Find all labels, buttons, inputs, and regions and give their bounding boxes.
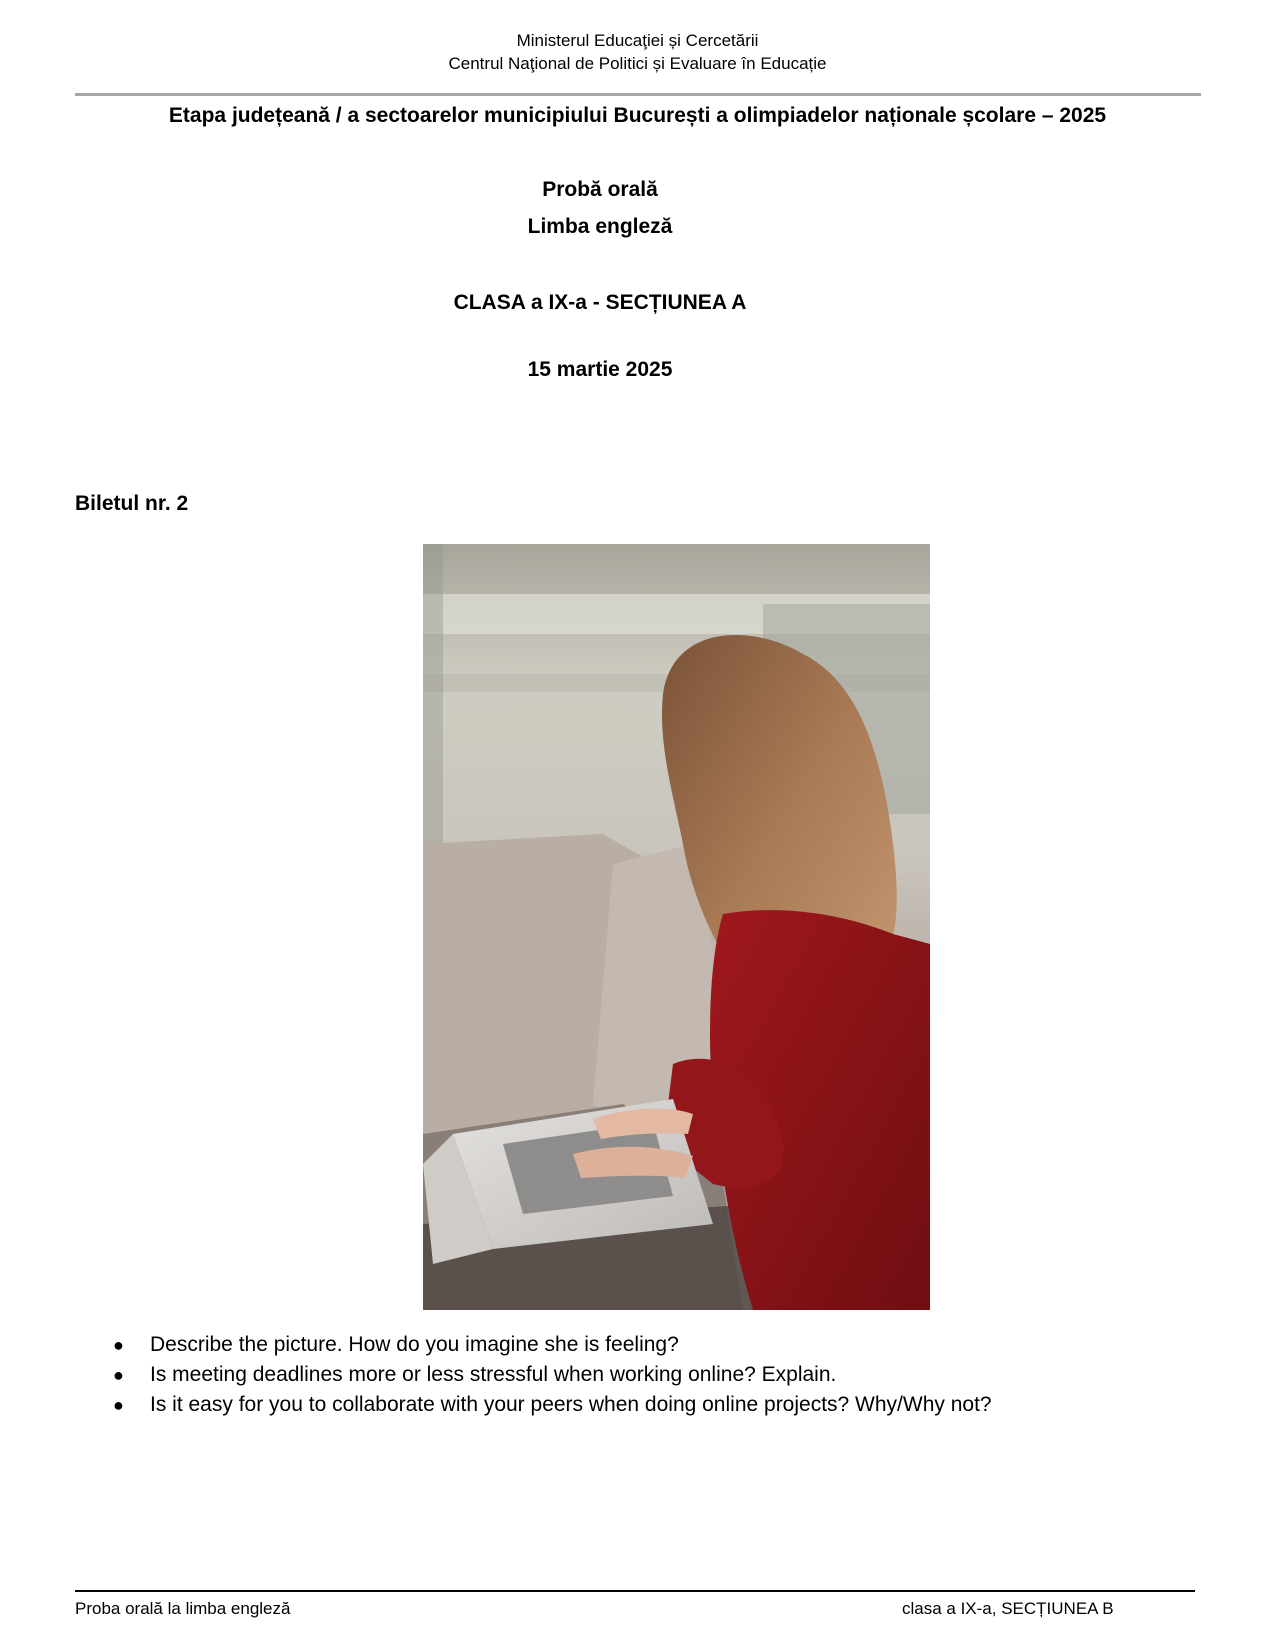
footer-subject: Proba orală la limba engleză xyxy=(75,1599,291,1618)
list-item xyxy=(110,1330,992,1360)
class-section: CLASA a IX-a - SECȚIUNEA A xyxy=(453,291,747,314)
bullet-icon: ● xyxy=(113,1335,124,1355)
question-text: Is meeting deadlines more or less stressful when working online? Explain. xyxy=(150,1363,837,1386)
footer-class: clasa a IX-a, SECȚIUNEA B xyxy=(902,1599,1114,1618)
probe-type: Probă orală xyxy=(542,178,658,201)
woman-laptop-photo xyxy=(423,544,930,1310)
list-item xyxy=(110,1360,992,1390)
bullet-icon: ● xyxy=(113,1365,124,1385)
header-divider xyxy=(75,93,1201,96)
exam-title: Etapa județeană / a sectoarelor municipiului București a olimpiadelor naționale școlare – 2025 xyxy=(168,104,1107,127)
subject: Limba engleză xyxy=(527,215,673,238)
footer-divider xyxy=(75,1590,1195,1592)
question-text: Describe the picture. How do you imagine she is feeling? xyxy=(150,1333,679,1356)
question-text: Is it easy for you to collaborate with your peers when doing online projects? Why/Why not? xyxy=(150,1393,992,1416)
ticket-number: Biletul nr. 2 xyxy=(75,492,189,515)
center-name: Centrul Naţional de Politici și Evaluare în Educație xyxy=(448,54,827,73)
ministry-name: Ministerul Educaţiei și Cercetării xyxy=(516,31,759,50)
exam-date: 15 martie 2025 xyxy=(527,358,673,381)
bullet-icon: ● xyxy=(113,1395,124,1415)
question-list xyxy=(110,1330,992,1420)
list-item xyxy=(110,1390,992,1420)
